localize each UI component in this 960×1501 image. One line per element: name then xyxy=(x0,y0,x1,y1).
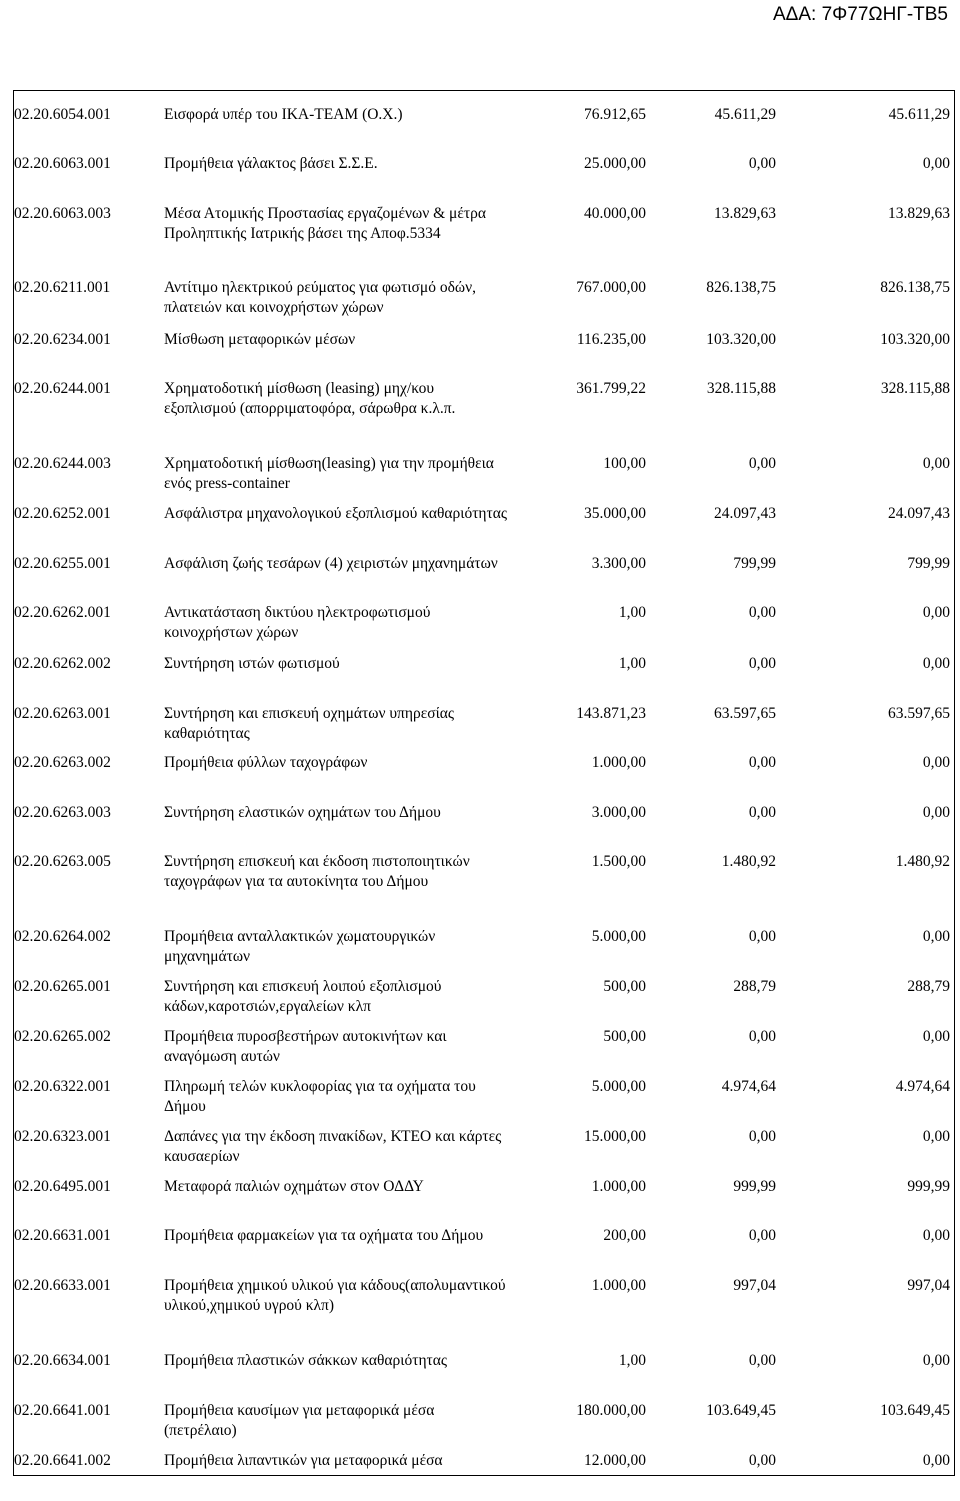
row-value-3: 826.138,75 xyxy=(880,279,950,296)
row-description: Ασφάλιση ζωής τεσάρων (4) χειριστών μηχανημάτων xyxy=(164,555,498,572)
row-code: 02.20.6262.002 xyxy=(14,655,111,672)
row-value-1: 3.000,00 xyxy=(591,804,646,821)
row-value-1: 500,00 xyxy=(603,978,646,995)
row-value-1: 25.000,00 xyxy=(584,155,646,172)
row-value-2: 0,00 xyxy=(748,1128,776,1145)
row-value-2: 0,00 xyxy=(748,1452,776,1469)
row-value-1: 1,00 xyxy=(618,604,646,621)
row-value-2: 0,00 xyxy=(748,155,776,172)
row-value-2: 13.829,63 xyxy=(714,205,776,222)
row-code: 02.20.6495.001 xyxy=(14,1178,111,1195)
row-value-2: 328.115,88 xyxy=(706,380,776,397)
row-code: 02.20.6244.001 xyxy=(14,380,111,397)
row-value-2: 0,00 xyxy=(748,655,776,672)
row-value-2: 103.649,45 xyxy=(706,1402,776,1419)
row-value-2: 45.611,29 xyxy=(714,106,776,123)
row-value-1: 116.235,00 xyxy=(576,331,646,348)
budget-table xyxy=(13,90,955,1476)
row-value-1: 12.000,00 xyxy=(584,1452,646,1469)
row-description: Συντήρηση και επισκευή οχημάτων υπηρεσίας καθαριότητας xyxy=(164,705,455,742)
row-description: Προμήθεια πυροσβεστήρων αυτοκινήτων και αναγόμωση αυτών xyxy=(164,1028,447,1065)
row-value-1: 1.000,00 xyxy=(591,1277,646,1294)
row-value-1: 361.799,22 xyxy=(576,380,646,397)
row-description: Ασφάλιστρα μηχανολογικού εξοπλισμού καθαριότητας xyxy=(164,505,508,522)
row-value-3: 103.649,45 xyxy=(880,1402,950,1419)
row-value-1: 143.871,23 xyxy=(576,705,646,722)
row-description: Εισφορά υπέρ του ΙΚΑ-ΤΕΑΜ (Ο.Χ.) xyxy=(164,106,403,123)
row-value-1: 1.000,00 xyxy=(591,754,646,771)
row-description: Δαπάνες για την έκδοση πινακίδων, ΚΤΕΟ και κάρτες καυσαερίων xyxy=(164,1128,502,1165)
row-value-1: 5.000,00 xyxy=(591,928,646,945)
row-value-2: 999,99 xyxy=(733,1178,776,1195)
row-description: Προμήθεια γάλακτος βάσει Σ.Σ.Ε. xyxy=(164,155,378,172)
row-value-1: 76.912,65 xyxy=(584,106,646,123)
row-value-1: 35.000,00 xyxy=(584,505,646,522)
row-value-2: 0,00 xyxy=(748,1028,776,1045)
row-value-2: 799,99 xyxy=(733,555,776,572)
row-description: Αντικατάσταση δικτύου ηλεκτροφωτισμού κοινοχρήστων χώρων xyxy=(164,604,431,641)
row-value-3: 0,00 xyxy=(922,455,950,472)
row-code: 02.20.6322.001 xyxy=(14,1078,111,1095)
row-value-3: 0,00 xyxy=(922,155,950,172)
row-description: Συντήρηση επισκευή και έκδοση πιστοποιητικών ταχογράφων για τα αυτοκίνητα του Δήμου xyxy=(164,853,470,890)
row-value-2: 0,00 xyxy=(748,928,776,945)
row-code: 02.20.6063.003 xyxy=(14,205,111,222)
row-value-1: 1.000,00 xyxy=(591,1178,646,1195)
row-description: Μεταφορά παλιών οχημάτων στον ΟΔΔΥ xyxy=(164,1178,424,1195)
row-value-1: 15.000,00 xyxy=(584,1128,646,1145)
row-code: 02.20.6265.002 xyxy=(14,1028,111,1045)
row-value-3: 328.115,88 xyxy=(880,380,950,397)
row-description: Συντήρηση ελαστικών οχημάτων του Δήμου xyxy=(164,804,441,821)
row-value-3: 799,99 xyxy=(907,555,950,572)
row-description: Προμήθεια λιπαντικών για μεταφορικά μέσα xyxy=(164,1452,443,1469)
row-description: Χρηματοδοτική μίσθωση(leasing) για την προμήθεια ενός press-container xyxy=(164,455,494,492)
row-value-2: 0,00 xyxy=(748,455,776,472)
row-value-3: 63.597,65 xyxy=(888,705,950,722)
row-value-2: 997,04 xyxy=(733,1277,776,1294)
row-code: 02.20.6631.001 xyxy=(14,1227,111,1244)
row-description: Προμήθεια καυσίμων για μεταφορικά μέσα (πετρέλαιο) xyxy=(164,1402,435,1439)
row-description: Προμήθεια πλαστικών σάκκων καθαριότητας xyxy=(164,1352,448,1369)
row-value-3: 288,79 xyxy=(907,978,950,995)
row-code: 02.20.6263.005 xyxy=(14,853,111,870)
row-value-2: 288,79 xyxy=(733,978,776,995)
row-value-2: 0,00 xyxy=(748,754,776,771)
row-value-1: 500,00 xyxy=(603,1028,646,1045)
row-value-2: 0,00 xyxy=(748,1227,776,1244)
row-description: Χρηματοδοτική μίσθωση (leasing) μηχ/κου εξοπλισμού (απορριματοφόρα, σάρωθρα κ.λ.π. xyxy=(164,380,456,417)
row-value-1: 40.000,00 xyxy=(584,205,646,222)
row-code: 02.20.6244.003 xyxy=(14,455,111,472)
row-value-1: 767.000,00 xyxy=(576,279,646,296)
row-value-3: 4.974,64 xyxy=(895,1078,950,1095)
row-value-3: 0,00 xyxy=(922,928,950,945)
row-description: Μέσα Ατομικής Προστασίας εργαζομένων & μέτρα Προληπτικής Ιατρικής βάσει της Αποφ.5334 xyxy=(164,205,486,242)
row-value-3: 0,00 xyxy=(922,1352,950,1369)
row-value-1: 1,00 xyxy=(618,1352,646,1369)
row-code: 02.20.6234.001 xyxy=(14,331,111,348)
row-value-1: 5.000,00 xyxy=(591,1078,646,1095)
row-value-1: 100,00 xyxy=(603,455,646,472)
row-code: 02.20.6634.001 xyxy=(14,1352,111,1369)
row-code: 02.20.6252.001 xyxy=(14,505,111,522)
row-value-3: 0,00 xyxy=(922,1128,950,1145)
row-description: Μίσθωση μεταφορικών μέσων xyxy=(164,331,356,348)
document-ada-code: ΑΔΑ: 7Φ77ΩΗΓ-ΤΒ5 xyxy=(772,4,948,25)
row-description: Προμήθεια χημικού υλικού για κάδους(απολυμαντικού υλικού,χημικού υγρού κλπ) xyxy=(164,1277,506,1314)
row-value-3: 0,00 xyxy=(922,754,950,771)
row-value-3: 1.480,92 xyxy=(895,853,950,870)
row-description: Συντήρηση ιστών φωτισμού xyxy=(164,655,340,672)
row-code: 02.20.6265.001 xyxy=(14,978,111,995)
row-code: 02.20.6063.001 xyxy=(14,155,111,172)
row-value-3: 0,00 xyxy=(922,1452,950,1469)
row-value-3: 0,00 xyxy=(922,1028,950,1045)
row-value-1: 3.300,00 xyxy=(591,555,646,572)
row-code: 02.20.6262.001 xyxy=(14,604,111,621)
row-description: Πληρωμή τελών κυκλοφορίας για τα οχήματα του Δήμου xyxy=(164,1078,476,1115)
row-description: Συντήρηση και επισκευή λοιπού εξοπλισμού κάδων,καροτσιών,εργαλείων κλπ xyxy=(164,978,442,1015)
row-value-2: 0,00 xyxy=(748,804,776,821)
row-code: 02.20.6255.001 xyxy=(14,555,111,572)
row-value-2: 0,00 xyxy=(748,1352,776,1369)
row-value-3: 13.829,63 xyxy=(888,205,950,222)
row-value-3: 0,00 xyxy=(922,1227,950,1244)
row-value-3: 0,00 xyxy=(922,604,950,621)
row-code: 02.20.6633.001 xyxy=(14,1277,111,1294)
row-description: Αντίτιμο ηλεκτρικού ρεύματος για φωτισμό οδών, πλατειών και κοινοχρήστων χώρων xyxy=(164,279,476,316)
row-value-3: 103.320,00 xyxy=(880,331,950,348)
row-value-2: 103.320,00 xyxy=(706,331,776,348)
row-value-1: 180.000,00 xyxy=(576,1402,646,1419)
row-value-2: 4.974,64 xyxy=(721,1078,776,1095)
row-code: 02.20.6641.001 xyxy=(14,1402,111,1419)
row-value-3: 45.611,29 xyxy=(888,106,950,123)
row-value-3: 999,99 xyxy=(907,1178,950,1195)
row-code: 02.20.6263.002 xyxy=(14,754,111,771)
row-value-3: 0,00 xyxy=(922,804,950,821)
row-code: 02.20.6211.001 xyxy=(14,279,111,296)
row-code: 02.20.6054.001 xyxy=(14,106,111,123)
row-value-3: 0,00 xyxy=(922,655,950,672)
row-value-1: 1.500,00 xyxy=(591,853,646,870)
row-description: Προμήθεια φαρμακείων για τα οχήματα του Δήμου xyxy=(164,1227,484,1244)
row-code: 02.20.6263.003 xyxy=(14,804,111,821)
row-value-2: 826.138,75 xyxy=(706,279,776,296)
row-value-2: 0,00 xyxy=(748,604,776,621)
row-code: 02.20.6264.002 xyxy=(14,928,111,945)
row-code: 02.20.6263.001 xyxy=(14,705,111,722)
row-value-2: 24.097,43 xyxy=(714,505,776,522)
row-value-2: 63.597,65 xyxy=(714,705,776,722)
row-description: Προμήθεια φύλλων ταχογράφων xyxy=(164,754,368,771)
row-code: 02.20.6323.001 xyxy=(14,1128,111,1145)
row-value-1: 200,00 xyxy=(603,1227,646,1244)
row-value-3: 997,04 xyxy=(907,1277,950,1294)
row-description: Προμήθεια ανταλλακτικών χωματουργικών μηχανημάτων xyxy=(164,928,436,965)
row-value-3: 24.097,43 xyxy=(888,505,950,522)
row-value-1: 1,00 xyxy=(618,655,646,672)
row-value-2: 1.480,92 xyxy=(721,853,776,870)
row-code: 02.20.6641.002 xyxy=(14,1452,111,1469)
